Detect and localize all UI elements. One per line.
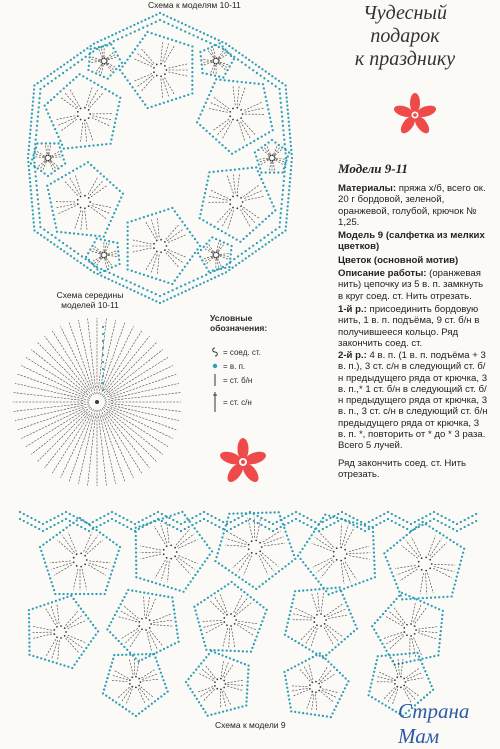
models-heading: Модели 9-11 — [338, 161, 408, 177]
flower-icon — [218, 437, 268, 487]
materials-label: Материалы: — [338, 183, 396, 194]
legend-title-line2: обозначения: — [210, 323, 290, 333]
bottom-chart-caption: Схема к модели 9 — [215, 720, 286, 730]
row2-label: 2-й р.: — [338, 350, 367, 361]
crochet-chart-center — [5, 310, 190, 495]
materials-text: пряжа х/б, всего ок. 20 г бордовой, зеленой, оранжевой, голубой, крючок № 1,25. — [338, 183, 486, 228]
half-double-crochet-icon — [210, 392, 220, 412]
flower-label: Цветок (основной мотив) — [338, 255, 458, 266]
crochet-chart-ring — [10, 8, 310, 316]
watermark: Страна Мам — [398, 699, 500, 749]
row1-label: 1-й р.: — [338, 304, 367, 315]
middle-caption-line1: Схема середины — [40, 290, 140, 300]
top-chart-caption: Схема к моделям 10-11 — [148, 0, 241, 10]
materials-paragraph — [338, 183, 488, 228]
title-line2: подарок — [330, 25, 480, 48]
description-text: (оранжевая нить) цепочку из 5 в. п. замкнуть в круг соед. ст. Нить отрезать. — [338, 268, 483, 302]
legend-label-hdc: = ст. с/н — [223, 398, 252, 407]
model9-label: Модель 9 — [338, 230, 383, 241]
flower-icon — [392, 92, 438, 138]
title-line3: к празднику — [330, 48, 480, 71]
title-line1: Чудесный — [330, 2, 480, 25]
single-crochet-icon — [210, 373, 220, 387]
legend-title — [210, 313, 290, 333]
legend-label-chain: = в. п. — [223, 362, 245, 371]
legend-label-sc: = ст. б/н — [223, 376, 252, 385]
row1-paragraph — [338, 304, 488, 349]
slip-stitch-icon — [210, 346, 220, 358]
row1-text: присоединить бордовую нить, 1 в. п. подъёма, 9 ст. б/н в получившееся кольцо. Ряд закончить соед. ст. — [338, 304, 479, 349]
legend-title-line1: Условные — [210, 313, 290, 323]
crochet-chart-flower-chain — [0, 492, 500, 720]
model9-text: (салфетка из мелких цветков) — [338, 230, 485, 252]
legend-item-chain — [210, 359, 290, 373]
closing-paragraph: Ряд закончить соед. ст. Нить отрезать. — [338, 458, 488, 481]
row2-text: 4 в. п. (1 в. п. подъёма + 3 в. п.), 3 ст. с/н в следующий ст. б/н предыдущего ряда от крючка, 3 в. п.,* 1 ст. б/н в следующий ст. б/н предыдущего ряда от крючка, 3 в. п., 3 ст. с/н в следующий ст. б/н предыдущего ряда от крючка, 3 в. п. *, повторить от * до * 3 раза. Всего 5 лучей. — [338, 350, 488, 451]
legend — [210, 313, 290, 409]
row2-paragraph — [338, 350, 488, 452]
legend-item-sc — [210, 373, 290, 387]
description-label: Описание работы: — [338, 268, 426, 279]
chain-stitch-icon — [210, 360, 220, 372]
legend-item-hdc — [210, 395, 290, 409]
page-title — [330, 2, 480, 71]
middle-caption-line2: моделей 10-11 — [40, 300, 140, 310]
legend-item-slip — [210, 345, 290, 359]
flower-heading — [338, 255, 488, 266]
middle-chart-caption — [40, 290, 140, 310]
description-paragraph — [338, 268, 488, 302]
legend-label-slip: = соед. ст. — [223, 348, 261, 357]
model9-paragraph — [338, 230, 488, 253]
